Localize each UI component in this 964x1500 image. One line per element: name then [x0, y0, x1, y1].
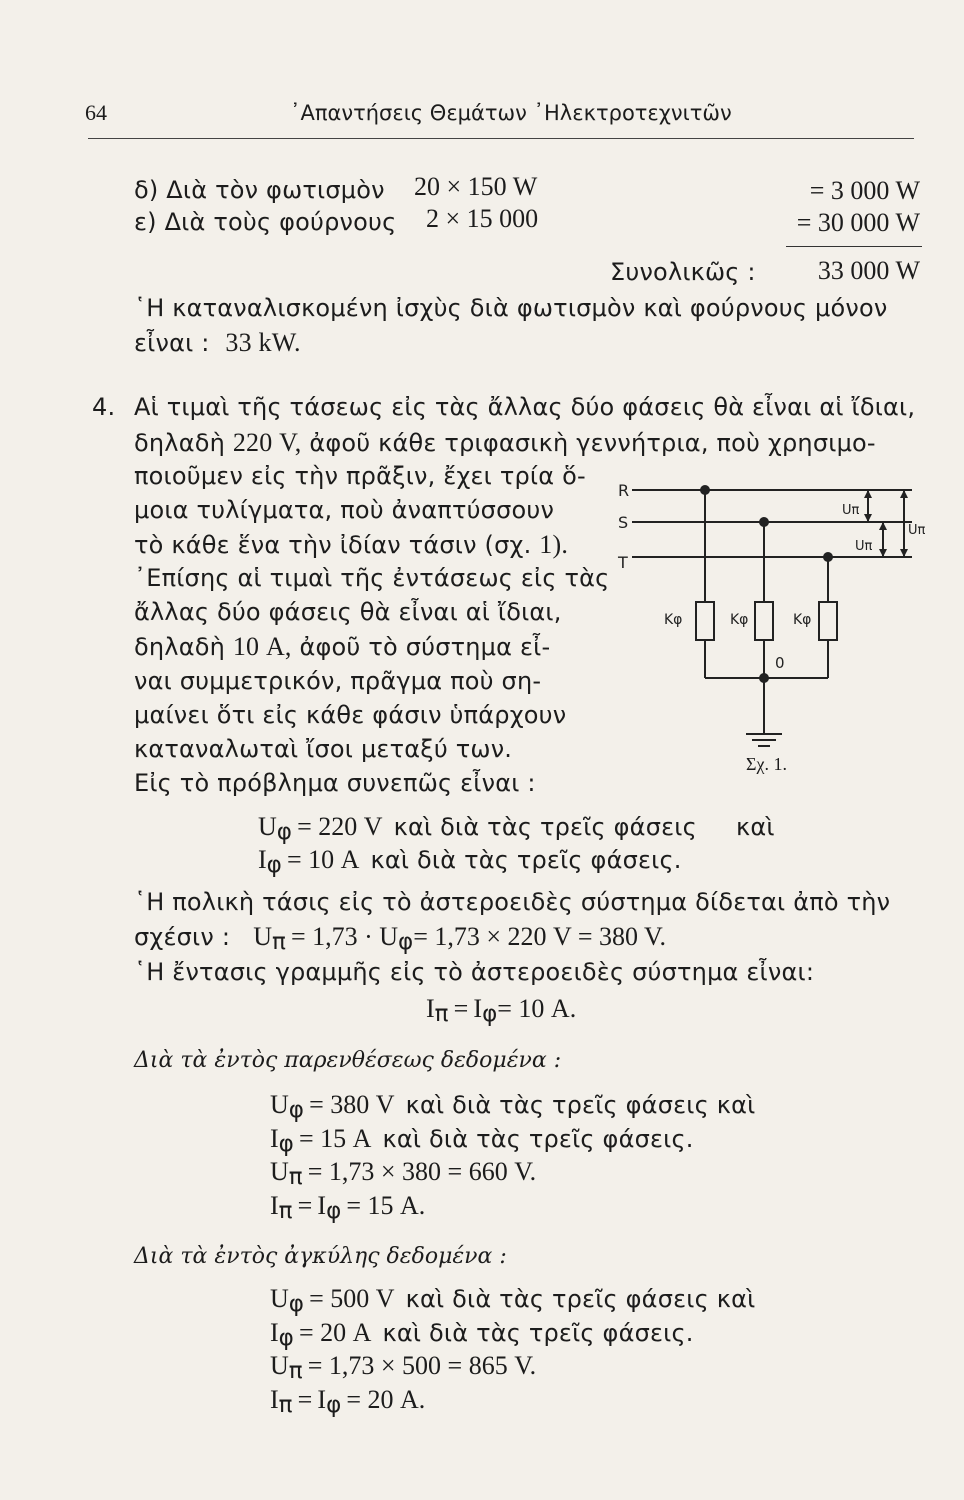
phi-subscript: φ	[482, 1001, 498, 1028]
i-symbol: I	[270, 1191, 279, 1220]
bracket-i-phase-text: καὶ διὰ τὰς τρεῖς φάσεις.	[382, 1319, 694, 1347]
section4-line-7: ἄλλας δύο φάσεις θὰ εἶναι αἱ ἴδιαι,	[134, 598, 562, 626]
pi-subscript: π	[271, 929, 286, 956]
u-phase-value: = 220 V	[297, 812, 383, 841]
i-symbol: I	[270, 1318, 279, 1347]
paren-u-phase-value: = 380 V	[309, 1090, 395, 1119]
line-5-ref: 1).	[539, 530, 569, 559]
section4-line-12: Εἰς τὸ πρόβλημα συνεπῶς εἶναι :	[134, 769, 536, 797]
line-2-voltage: 220 V,	[232, 428, 302, 457]
paren-uphase-line	[270, 1090, 755, 1123]
section4-line-9: ναι συμμετρικόν, πρᾶγμα ποὺ ση-	[134, 667, 542, 695]
load-2	[755, 602, 773, 640]
line-8-end: ἀφοῦ τὸ σύστημα εἶ-	[299, 633, 551, 661]
paren-iline-line: $I_\pi = I_\varphi = 15$ A.	[270, 1191, 426, 1225]
bracket-iline-line: $I_\pi = I_\varphi = 20$ A.	[270, 1385, 426, 1419]
u-symbol: U	[253, 922, 272, 951]
paren-heading: Διὰ τὰ ἐντὸς παρενθέσεως δεδομένα :	[134, 1048, 562, 1073]
u-symbol: U	[270, 1284, 289, 1313]
i-phase-text: καὶ διὰ τὰς τρεῖς φάσεις.	[370, 846, 682, 874]
header-rule	[88, 138, 914, 139]
conclusion-text: εἶναι :	[134, 329, 210, 357]
phi-subscript: φ	[288, 1097, 304, 1124]
section4-line-10: μαίνει ὅτι εἰς κάθε φάσιν ὑπάρχουν	[134, 701, 567, 729]
u-symbol: U	[270, 1351, 289, 1380]
i-symbol: I	[473, 994, 483, 1023]
section4-line-8	[134, 632, 550, 662]
power-item-e-label: ε) Διὰ τοὺς φούρνους	[134, 208, 397, 236]
neutral-label: 0	[775, 654, 785, 672]
bracket-u-phase-value: = 500 V	[309, 1284, 395, 1313]
junction-r	[700, 485, 710, 495]
i-symbol: I	[317, 1191, 327, 1220]
main-iphase-line	[258, 845, 682, 878]
i-symbol: I	[258, 845, 267, 874]
section4-line-4: μοια τυλίγματα, ποὺ ἀναπτύσσουν	[134, 496, 555, 524]
section4-line-11: καταναλωταὶ ἴσοι μεταξύ των.	[134, 735, 513, 763]
paren-i-phase-value: = 15 A	[298, 1124, 372, 1153]
phi-subscript: φ	[266, 852, 282, 879]
power-item-d-expr: 20 × 150 W	[414, 172, 538, 201]
phi-subscript: φ	[288, 1291, 304, 1318]
line-8-current: 10 A,	[232, 632, 292, 661]
paren-u-phase-text: καὶ διὰ τὰς τρεῖς φάσεις καὶ	[405, 1091, 756, 1119]
phase-label-t: T	[618, 553, 628, 572]
i-phase-value: = 10 A	[286, 845, 360, 874]
load-label-1: Κφ	[664, 612, 683, 628]
phase-label-r: R	[618, 481, 630, 500]
figure-caption: Σχ. 1.	[746, 754, 787, 774]
voltage-label-rs: Uπ	[842, 503, 860, 518]
section4-line-3: ποιοῦμεν εἰς τὴν πρᾶξιν, ἔχει τρία ὅ-	[134, 462, 586, 490]
load-label-2: Κφ	[730, 612, 749, 628]
phi-subscript: φ	[326, 1392, 342, 1419]
line-2-start: δηλαδὴ	[134, 429, 226, 457]
pi-subscript: π	[278, 1198, 293, 1225]
line-voltage-expr: = 1,73 · U	[290, 922, 399, 951]
pi-subscript: π	[288, 1358, 303, 1385]
bracket-i-line-value: = 20 A.	[346, 1385, 426, 1414]
i-symbol: I	[426, 994, 435, 1023]
phi-subscript: φ	[398, 929, 414, 956]
load-1	[696, 602, 714, 640]
u-symbol: U	[258, 812, 277, 841]
u-phase-text: καὶ διὰ τὰς τρεῖς φάσεις	[393, 813, 697, 841]
line-current-formula: $I_\pi = I_\varphi= 10$ A.	[426, 994, 577, 1028]
page-number: 64	[85, 100, 107, 125]
i-symbol: I	[270, 1385, 279, 1414]
line-voltage-result: = 1,73 × 220 V = 380 V.	[413, 922, 666, 951]
load-3	[819, 602, 837, 640]
pi-subscript: π	[434, 1001, 449, 1028]
bracket-i-phase-value: = 20 A	[298, 1318, 372, 1347]
conclusion-line-1: ῾Η καταναλισκομένη ἰσχὺς διὰ φωτισμὸν καὶ φούρνους μόνον	[134, 294, 888, 322]
section-number: 4.	[92, 393, 116, 421]
junction-neutral	[759, 673, 769, 683]
relation-word: σχέσιν :	[134, 923, 231, 951]
u-phase-tail: καὶ	[736, 813, 775, 841]
phi-subscript: φ	[278, 1325, 294, 1352]
line-8-start: δηλαδὴ	[134, 633, 226, 661]
voltage-label-st: Uπ	[855, 539, 873, 554]
phi-subscript: φ	[278, 1131, 294, 1158]
bracket-u-line-value: = 1,73 × 500 = 865 V.	[307, 1351, 537, 1380]
section4-line-6: ᾿Επίσης αἱ τιμαὶ τῆς ἐντάσεως εἰς τὰς	[134, 564, 610, 592]
line-current-value: = 10 A.	[497, 994, 577, 1023]
i-symbol: I	[317, 1385, 327, 1414]
line-voltage-intro: ῾Η πολικὴ τάσις εἰς τὸ ἀστεροειδὲς σύστημα δίδεται ἀπὸ τὴν	[134, 888, 891, 916]
u-symbol: U	[270, 1157, 289, 1186]
line-5-start: τὸ κάθε ἕνα τὴν ἰδίαν τάσιν (σχ.	[134, 531, 532, 559]
junction-t	[823, 552, 833, 562]
paren-uline-line	[270, 1157, 536, 1190]
running-title: ᾿Απαντήσεις Θεμάτων ᾿Ηλεκτροτεχνιτῶν	[290, 101, 732, 125]
phi-subscript: φ	[276, 819, 292, 846]
circuit-diagram	[612, 472, 932, 790]
total-label: Συνολικῶς :	[610, 258, 756, 286]
paren-u-line-value: = 1,73 × 380 = 660 V.	[307, 1157, 537, 1186]
line-voltage-formula	[134, 922, 666, 955]
bracket-heading: Διὰ τὰ ἐντὸς ἀγκύλης δεδομένα :	[134, 1244, 507, 1269]
main-uphase-line	[258, 812, 775, 845]
bracket-u-phase-text: καὶ διὰ τὰς τρεῖς φάσεις καὶ	[405, 1285, 756, 1313]
bracket-iphase-line	[270, 1318, 694, 1351]
conclusion-value: 33 kW.	[225, 328, 301, 357]
paren-iphase-line	[270, 1124, 694, 1157]
paren-i-line-value: = 15 A.	[346, 1191, 426, 1220]
junction-s	[759, 517, 769, 527]
conclusion-line-2	[134, 328, 301, 358]
pi-subscript: π	[288, 1164, 303, 1191]
power-item-e-result: = 30 000 W	[796, 208, 920, 237]
section4-line-5	[134, 530, 568, 560]
section4-line-2	[134, 428, 876, 458]
voltage-label-rt: Uπ	[908, 523, 926, 538]
pi-subscript: π	[278, 1392, 293, 1419]
u-symbol: U	[270, 1090, 289, 1119]
power-item-d-result: = 3 000 W	[809, 176, 920, 205]
load-label-3: Κφ	[793, 612, 812, 628]
line-current-intro: ῾Η ἔντασις γραμμῆς εἰς τὸ ἀστεροειδὲς σύστημα εἶναι:	[134, 958, 815, 986]
power-item-e-expr: 2 × 15 000	[426, 204, 539, 233]
power-item-d-label: δ) Διὰ τὸν φωτισμὸν	[134, 176, 385, 204]
section4-line-1: Αἱ τιμαὶ τῆς τάσεως εἰς τὰς ἄλλας δύο φάσεις θὰ εἶναι αἱ ἴδιαι,	[134, 393, 916, 421]
bracket-uphase-line	[270, 1284, 755, 1317]
line-2-end: ἀφοῦ κάθε τριφασικὴ γεννήτρια, ποὺ χρησιμο-	[309, 429, 876, 457]
total-value: 33 000 W	[817, 256, 920, 285]
i-symbol: I	[270, 1124, 279, 1153]
phi-subscript: φ	[326, 1198, 342, 1225]
sum-rule	[786, 246, 922, 247]
bracket-uline-line	[270, 1351, 536, 1384]
paren-i-phase-text: καὶ διὰ τὰς τρεῖς φάσεις.	[382, 1125, 694, 1153]
phase-label-s: S	[618, 513, 629, 532]
